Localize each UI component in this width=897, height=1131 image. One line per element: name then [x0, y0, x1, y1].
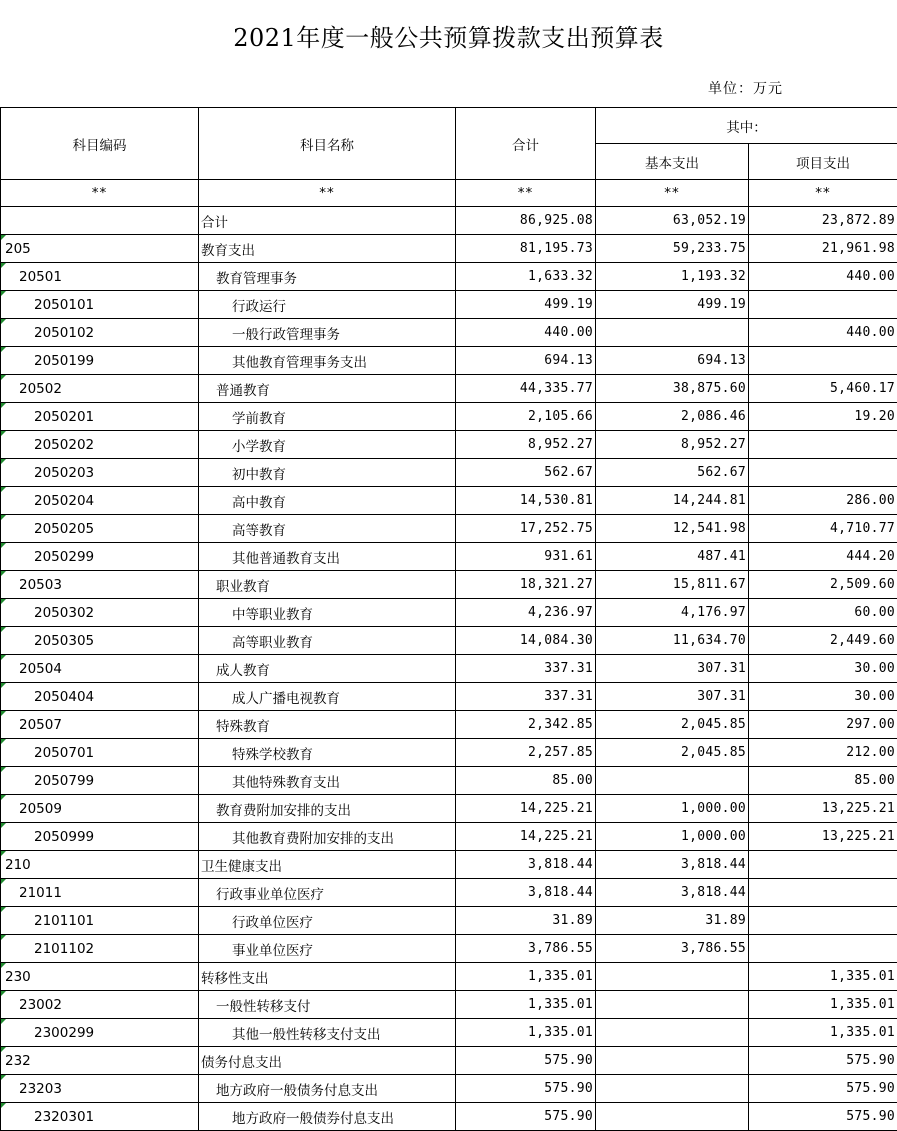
code-cell: 2050799 — [1, 767, 199, 795]
total-cell: 17,252.75 — [456, 515, 596, 543]
project-cell: 440.00 — [749, 319, 897, 347]
project-cell: 2,449.60 — [749, 627, 897, 655]
basic-cell: 59,233.75 — [596, 235, 749, 263]
project-cell: 212.00 — [749, 739, 897, 767]
basic-cell — [596, 767, 749, 795]
code-cell: 21011 — [1, 879, 199, 907]
project-cell: 1,335.01 — [749, 991, 897, 1019]
placeholder-cell: ** — [749, 180, 897, 207]
table-row — [1, 795, 897, 823]
name-cell: 学前教育 — [199, 403, 456, 431]
total-cell: 86,925.08 — [456, 207, 596, 235]
code-cell: 2050102 — [1, 319, 199, 347]
total-cell: 1,335.01 — [456, 991, 596, 1019]
table-row — [1, 1047, 897, 1075]
budget-table — [0, 107, 897, 1131]
basic-cell — [596, 1019, 749, 1047]
project-cell: 440.00 — [749, 263, 897, 291]
project-cell: 575.90 — [749, 1075, 897, 1103]
placeholder-row — [1, 180, 897, 207]
table-row — [1, 683, 897, 711]
total-cell: 575.90 — [456, 1103, 596, 1131]
total-cell: 1,633.32 — [456, 263, 596, 291]
header-project: 项目支出 — [749, 144, 897, 180]
project-cell: 4,710.77 — [749, 515, 897, 543]
project-cell: 30.00 — [749, 683, 897, 711]
name-cell: 其他教育管理事务支出 — [199, 347, 456, 375]
basic-cell: 8,952.27 — [596, 431, 749, 459]
total-cell: 694.13 — [456, 347, 596, 375]
name-cell: 初中教育 — [199, 459, 456, 487]
project-cell — [749, 291, 897, 319]
total-cell: 2,257.85 — [456, 739, 596, 767]
project-cell — [749, 347, 897, 375]
name-cell: 转移性支出 — [199, 963, 456, 991]
table-row — [1, 543, 897, 571]
total-cell: 1,335.01 — [456, 963, 596, 991]
basic-cell: 38,875.60 — [596, 375, 749, 403]
basic-cell: 31.89 — [596, 907, 749, 935]
name-cell: 中等职业教育 — [199, 599, 456, 627]
name-cell: 成人广播电视教育 — [199, 683, 456, 711]
name-cell: 普通教育 — [199, 375, 456, 403]
header-basic: 基本支出 — [596, 144, 749, 180]
basic-cell: 4,176.97 — [596, 599, 749, 627]
table-row — [1, 711, 897, 739]
code-cell: 20509 — [1, 795, 199, 823]
basic-cell: 15,811.67 — [596, 571, 749, 599]
name-cell: 教育管理事务 — [199, 263, 456, 291]
total-cell: 3,786.55 — [456, 935, 596, 963]
code-cell: 2050205 — [1, 515, 199, 543]
code-cell: 2050404 — [1, 683, 199, 711]
total-cell: 575.90 — [456, 1075, 596, 1103]
code-cell: 2050299 — [1, 543, 199, 571]
basic-cell: 694.13 — [596, 347, 749, 375]
project-cell — [749, 851, 897, 879]
code-cell: 20507 — [1, 711, 199, 739]
total-cell: 3,818.44 — [456, 879, 596, 907]
basic-cell: 307.31 — [596, 655, 749, 683]
total-cell: 14,225.21 — [456, 823, 596, 851]
basic-cell — [596, 963, 749, 991]
table-row — [1, 823, 897, 851]
project-cell — [749, 907, 897, 935]
table-row — [1, 963, 897, 991]
header-total: 合计 — [456, 108, 596, 180]
project-cell: 23,872.89 — [749, 207, 897, 235]
name-cell: 小学教育 — [199, 431, 456, 459]
total-cell: 499.19 — [456, 291, 596, 319]
project-cell: 444.20 — [749, 543, 897, 571]
header-among: 其中： — [596, 108, 897, 144]
code-cell: 20502 — [1, 375, 199, 403]
basic-cell — [596, 1075, 749, 1103]
name-cell: 行政事业单位医疗 — [199, 879, 456, 907]
basic-cell: 11,634.70 — [596, 627, 749, 655]
name-cell: 行政单位医疗 — [199, 907, 456, 935]
table-row — [1, 1019, 897, 1047]
total-cell: 4,236.97 — [456, 599, 596, 627]
total-cell: 81,195.73 — [456, 235, 596, 263]
basic-cell — [596, 1047, 749, 1075]
name-cell: 一般性转移支付 — [199, 991, 456, 1019]
basic-cell: 1,000.00 — [596, 795, 749, 823]
code-cell: 2050202 — [1, 431, 199, 459]
table-row — [1, 991, 897, 1019]
total-cell: 3,818.44 — [456, 851, 596, 879]
basic-cell: 14,244.81 — [596, 487, 749, 515]
table-row — [1, 319, 897, 347]
table-row — [1, 515, 897, 543]
project-cell: 5,460.17 — [749, 375, 897, 403]
table-row — [1, 431, 897, 459]
total-cell: 2,342.85 — [456, 711, 596, 739]
placeholder-cell: ** — [596, 180, 749, 207]
table-row — [1, 571, 897, 599]
total-cell: 85.00 — [456, 767, 596, 795]
name-cell: 行政运行 — [199, 291, 456, 319]
table-row — [1, 263, 897, 291]
name-cell: 成人教育 — [199, 655, 456, 683]
project-cell: 2,509.60 — [749, 571, 897, 599]
basic-cell: 3,818.44 — [596, 879, 749, 907]
name-cell: 其他特殊教育支出 — [199, 767, 456, 795]
basic-cell — [596, 1103, 749, 1131]
table-row — [1, 767, 897, 795]
basic-cell: 3,818.44 — [596, 851, 749, 879]
basic-cell: 3,786.55 — [596, 935, 749, 963]
total-cell: 14,225.21 — [456, 795, 596, 823]
table-row — [1, 347, 897, 375]
project-cell: 1,335.01 — [749, 963, 897, 991]
project-cell: 13,225.21 — [749, 823, 897, 851]
project-cell: 575.90 — [749, 1047, 897, 1075]
project-cell: 19.20 — [749, 403, 897, 431]
project-cell: 286.00 — [749, 487, 897, 515]
project-cell: 21,961.98 — [749, 235, 897, 263]
total-cell: 14,530.81 — [456, 487, 596, 515]
basic-cell: 2,086.46 — [596, 403, 749, 431]
table-row — [1, 599, 897, 627]
basic-cell — [596, 319, 749, 347]
table-row — [1, 851, 897, 879]
name-cell: 高中教育 — [199, 487, 456, 515]
table-row — [1, 907, 897, 935]
total-cell: 18,321.27 — [456, 571, 596, 599]
project-cell — [749, 459, 897, 487]
code-cell: 230 — [1, 963, 199, 991]
total-cell: 31.89 — [456, 907, 596, 935]
name-cell: 高等职业教育 — [199, 627, 456, 655]
code-cell — [1, 207, 199, 235]
name-cell: 债务付息支出 — [199, 1047, 456, 1075]
unit-label: 单位：万元 — [708, 78, 783, 98]
total-cell: 1,335.01 — [456, 1019, 596, 1047]
code-cell: 20501 — [1, 263, 199, 291]
project-cell: 1,335.01 — [749, 1019, 897, 1047]
code-cell: 2050199 — [1, 347, 199, 375]
name-cell: 特殊教育 — [199, 711, 456, 739]
name-cell: 高等教育 — [199, 515, 456, 543]
header-name: 科目名称 — [199, 108, 456, 180]
name-cell: 其他教育费附加安排的支出 — [199, 823, 456, 851]
total-cell: 562.67 — [456, 459, 596, 487]
total-cell: 44,335.77 — [456, 375, 596, 403]
table-row — [1, 655, 897, 683]
code-cell: 2300299 — [1, 1019, 199, 1047]
name-cell: 地方政府一般债务付息支出 — [199, 1075, 456, 1103]
code-cell: 2101101 — [1, 907, 199, 935]
basic-cell: 1,000.00 — [596, 823, 749, 851]
code-cell: 2320301 — [1, 1103, 199, 1131]
project-cell: 13,225.21 — [749, 795, 897, 823]
table-row — [1, 375, 897, 403]
placeholder-cell: ** — [199, 180, 456, 207]
name-cell: 合计 — [199, 207, 456, 235]
code-cell: 2050999 — [1, 823, 199, 851]
name-cell: 其他一般性转移支付支出 — [199, 1019, 456, 1047]
header-code: 科目编码 — [1, 108, 199, 180]
table-row — [1, 1103, 897, 1131]
table-row — [1, 739, 897, 767]
code-cell: 2050204 — [1, 487, 199, 515]
table-row — [1, 207, 897, 235]
placeholder-cell: ** — [1, 180, 199, 207]
name-cell: 一般行政管理事务 — [199, 319, 456, 347]
name-cell: 事业单位医疗 — [199, 935, 456, 963]
basic-cell: 1,193.32 — [596, 263, 749, 291]
name-cell: 教育支出 — [199, 235, 456, 263]
total-cell: 2,105.66 — [456, 403, 596, 431]
table-row — [1, 1075, 897, 1103]
total-cell: 337.31 — [456, 655, 596, 683]
basic-cell: 487.41 — [596, 543, 749, 571]
code-cell: 210 — [1, 851, 199, 879]
table-row — [1, 291, 897, 319]
table-row — [1, 487, 897, 515]
total-cell: 440.00 — [456, 319, 596, 347]
code-cell: 20503 — [1, 571, 199, 599]
placeholder-cell: ** — [456, 180, 596, 207]
project-cell: 297.00 — [749, 711, 897, 739]
project-cell — [749, 431, 897, 459]
basic-cell: 2,045.85 — [596, 711, 749, 739]
code-cell: 2050101 — [1, 291, 199, 319]
basic-cell: 562.67 — [596, 459, 749, 487]
code-cell: 23203 — [1, 1075, 199, 1103]
code-cell: 2050203 — [1, 459, 199, 487]
basic-cell: 2,045.85 — [596, 739, 749, 767]
name-cell: 职业教育 — [199, 571, 456, 599]
code-cell: 2050302 — [1, 599, 199, 627]
code-cell: 2050201 — [1, 403, 199, 431]
code-cell: 2050701 — [1, 739, 199, 767]
table-row — [1, 879, 897, 907]
table-row — [1, 627, 897, 655]
basic-cell — [596, 991, 749, 1019]
total-cell: 8,952.27 — [456, 431, 596, 459]
code-cell: 2101102 — [1, 935, 199, 963]
project-cell: 575.90 — [749, 1103, 897, 1131]
total-cell: 14,084.30 — [456, 627, 596, 655]
page-title: 2021年度一般公共预算拨款支出预算表 — [0, 18, 897, 53]
table-row — [1, 403, 897, 431]
total-cell: 931.61 — [456, 543, 596, 571]
basic-cell: 12,541.98 — [596, 515, 749, 543]
basic-cell: 499.19 — [596, 291, 749, 319]
total-cell: 575.90 — [456, 1047, 596, 1075]
table-row — [1, 459, 897, 487]
project-cell: 60.00 — [749, 599, 897, 627]
table-row — [1, 235, 897, 263]
code-cell: 23002 — [1, 991, 199, 1019]
name-cell: 特殊学校教育 — [199, 739, 456, 767]
table-row — [1, 935, 897, 963]
code-cell: 2050305 — [1, 627, 199, 655]
code-cell: 20504 — [1, 655, 199, 683]
total-cell: 337.31 — [456, 683, 596, 711]
project-cell — [749, 935, 897, 963]
project-cell — [749, 879, 897, 907]
name-cell: 教育费附加安排的支出 — [199, 795, 456, 823]
name-cell: 其他普通教育支出 — [199, 543, 456, 571]
name-cell: 卫生健康支出 — [199, 851, 456, 879]
basic-cell: 307.31 — [596, 683, 749, 711]
project-cell: 85.00 — [749, 767, 897, 795]
code-cell: 232 — [1, 1047, 199, 1075]
project-cell: 30.00 — [749, 655, 897, 683]
name-cell: 地方政府一般债券付息支出 — [199, 1103, 456, 1131]
code-cell: 205 — [1, 235, 199, 263]
basic-cell: 63,052.19 — [596, 207, 749, 235]
